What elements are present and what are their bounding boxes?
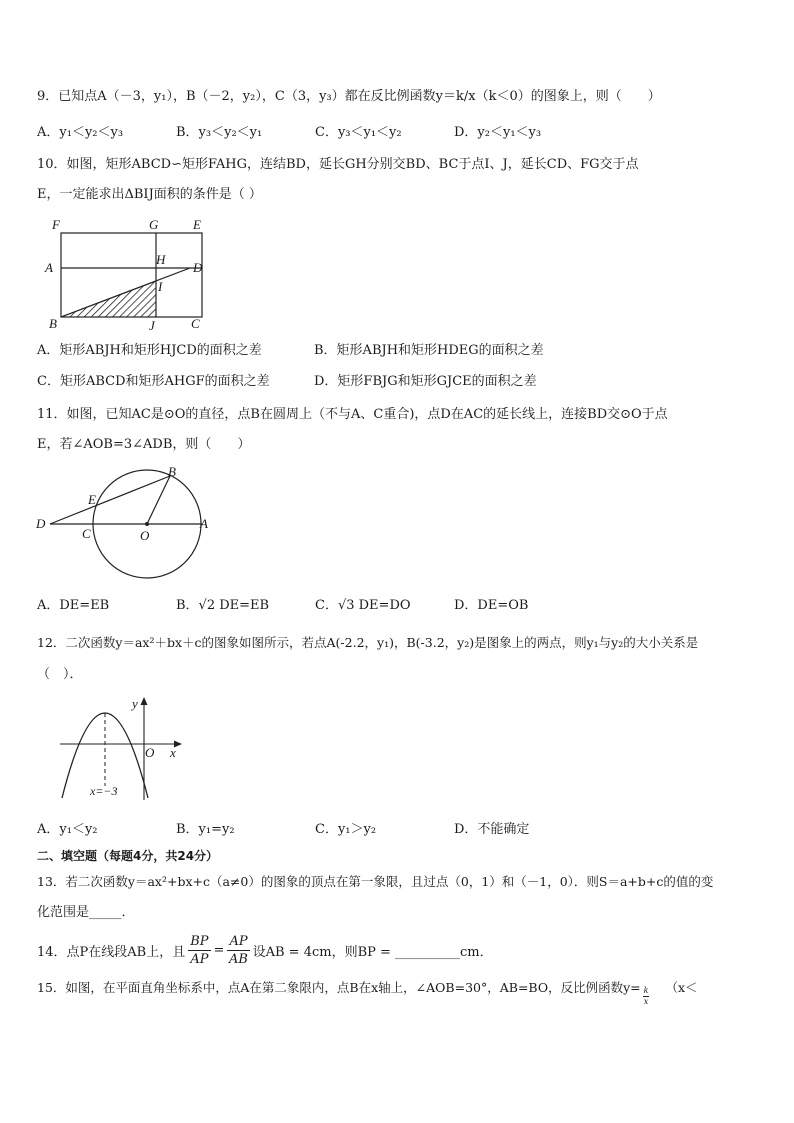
q12-label-axis: x=−3: [90, 784, 118, 798]
q11-stem-line1: 11．如图，已知AC是⊙O的直径，点B在圆周上（不与A、C重合)，点D在AC的延长线上，连接BD交⊙O于点: [37, 407, 668, 422]
q15-text: 15．如图，在平面直角坐标系中，点A在第二象限内，点B在x轴上，∠AOB=30°，AB=BO，反比例函数y=: [37, 980, 641, 995]
q12-option-c: C．y₁＞y₂: [315, 822, 377, 837]
q11-label-b: B: [168, 464, 176, 479]
q14-fraction-bp-ap: [188, 933, 210, 968]
q9-option-d: D．y₂＜y₁＜y₃: [454, 125, 542, 140]
q12-label-y: y: [132, 696, 138, 711]
q10-label-a: A: [45, 260, 53, 275]
q14-frac2-num: AP: [229, 933, 248, 949]
q10-label-e: E: [193, 217, 201, 232]
q10-label-i: I: [158, 279, 163, 294]
q12-figure: [50, 694, 190, 802]
q10-label-j: J: [149, 318, 155, 333]
q10-stem-line2: E，一定能求出ΔBIJ面积的条件是（ ）: [37, 187, 262, 202]
q10-option-c: C．矩形ABCD和矩形AHGF的面积之差: [37, 374, 270, 389]
q11-label-d: D: [36, 516, 46, 531]
q15-frac-num: k: [643, 986, 649, 995]
q10-label-h: H: [156, 252, 166, 267]
q13-line2: 化范围是_____．: [37, 905, 135, 920]
q14-line: [37, 930, 493, 970]
q11-option-a: A．DE=EB: [37, 598, 110, 613]
q10-label-d: D: [193, 260, 203, 275]
q13-line1: 13．若二次函数y＝ax²+bx+c（a≠0）的图象的顶点在第一象限，且过点（0，1）和（－1，0）．则S＝a+b+c的值的变: [37, 874, 714, 889]
q12-label-o: O: [145, 745, 155, 760]
q11-option-d: D．DE=OB: [454, 598, 529, 613]
q15-tail: （x＜: [665, 980, 698, 995]
q11-figure: [30, 462, 215, 582]
q14-suffix: 设AB = 4cm，则BP = __________cm．: [252, 944, 493, 960]
q14-frac1-num: BP: [190, 933, 209, 949]
q10-option-d: D．矩形FBJG和矩形GJCE的面积之差: [314, 374, 537, 389]
q10-option-a: A．矩形ABJH和矩形HJCD的面积之差: [37, 343, 262, 358]
q9-option-b: B．y₃＜y₂＜y₁: [176, 125, 263, 140]
q9-stem: 9．已知点A（－3，y₁），B（－2，y₂），C（3，y₃）都在反比例函数y＝k/x（k＜0）的图象上，则（ ）: [37, 89, 661, 104]
q14-frac2-den: AB: [229, 951, 248, 967]
q9-option-c: C．y₃＜y₁＜y₂: [315, 125, 402, 140]
q12-label-x: x: [170, 745, 176, 760]
q15-frac-den: x: [643, 997, 649, 1006]
q10-label-b: B: [49, 316, 57, 331]
q10-label-f: F: [52, 217, 60, 232]
q11-stem-line2: E，若∠AOB=3∠ADB，则（ ）: [37, 437, 251, 452]
q10-label-g: G: [149, 217, 159, 232]
q14-fraction-ap-ab: [227, 933, 249, 968]
q10-option-b: B．矩形ABJH和矩形HDEG的面积之差: [314, 343, 544, 358]
q15-fraction: [643, 986, 650, 1007]
q11-label-e: E: [88, 492, 96, 507]
q11-option-b: B．√2 DE=EB: [176, 598, 270, 613]
q14-prefix: 14．点P在线段AB上，且: [37, 944, 186, 960]
q12-option-b: B．y₁=y₂: [176, 822, 235, 837]
q15-line: [37, 978, 698, 1007]
q9-option-a: A．y₁＜y₂＜y₃: [37, 125, 124, 140]
q10-label-c: C: [191, 316, 200, 331]
q11-label-o: O: [140, 528, 150, 543]
q14-frac1-den: AP: [190, 951, 209, 967]
q14-equals: =: [213, 942, 225, 958]
section-heading: 二、填空题（每题4分，共24分）: [37, 849, 219, 863]
q12-stem-line2: （ ）．: [37, 667, 83, 682]
q12-stem-line1: 12．二次函数y＝ax²＋bx＋c的图象如图所示，若点A(-2.2，y₁)，B(-3.2，y₂)是图象上的两点，则y₁与y₂的大小关系是: [37, 635, 699, 650]
q12-option-a: A．y₁＜y₂: [37, 822, 98, 837]
q10-stem-line1: 10．如图，矩形ABCD∽矩形FAHG，连结BD，延长GH分别交BD、BC于点I、J，延长CD、FG交于点: [37, 157, 639, 172]
q11-option-c: C．√3 DE=DO: [315, 598, 411, 613]
q10-figure: [40, 212, 220, 337]
q11-label-a: A: [200, 516, 208, 531]
q12-option-d: D．不能确定: [454, 822, 530, 837]
q11-label-c: C: [82, 526, 91, 541]
